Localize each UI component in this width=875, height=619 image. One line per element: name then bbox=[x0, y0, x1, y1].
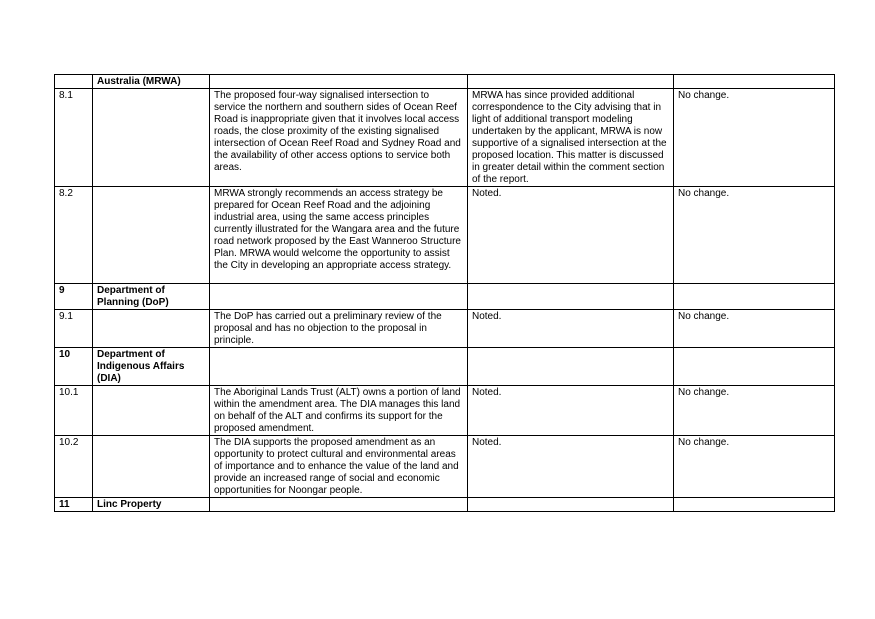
submitter-cell: Department of Planning (DoP) bbox=[93, 284, 210, 310]
recommendation-cell bbox=[674, 75, 835, 89]
response-cell: Noted. bbox=[468, 187, 674, 284]
response-cell bbox=[468, 284, 674, 310]
table-row bbox=[55, 348, 835, 386]
response-cell: MRWA has since provided additional correspondence to the City advising that in light of additional transport modeling undertaken by the applicant, MRWA is now supportive of a signalised intersection at the proposed location. This matter is discussed in greater detail within the comment section of the report. bbox=[468, 89, 674, 187]
item-number-cell: 10 bbox=[55, 348, 93, 386]
item-number-cell: 9.1 bbox=[55, 310, 93, 348]
table-row bbox=[55, 75, 835, 89]
summary-cell: MRWA strongly recommends an access strategy be prepared for Ocean Reef Road and the adjoining industrial area, using the same access principles currently illustrated for the Wangara area and the future road network proposed by the East Wanneroo Structure Plan. MRWA would welcome the opportunity to assist the City in developing an appropriate access strategy. bbox=[210, 187, 468, 284]
item-number-cell: 11 bbox=[55, 498, 93, 512]
submitter-cell bbox=[93, 386, 210, 436]
submitter-cell bbox=[93, 436, 210, 498]
response-cell: Noted. bbox=[468, 436, 674, 498]
response-cell bbox=[468, 498, 674, 512]
item-number-cell: 9 bbox=[55, 284, 93, 310]
recommendation-cell bbox=[674, 348, 835, 386]
response-cell: Noted. bbox=[468, 310, 674, 348]
submitter-cell bbox=[93, 310, 210, 348]
summary-cell: The Aboriginal Lands Trust (ALT) owns a portion of land within the amendment area. The DIA manages this land on behalf of the ALT and confirms its support for the proposed amendment. bbox=[210, 386, 468, 436]
table-row bbox=[55, 310, 835, 348]
item-number-cell: 8.2 bbox=[55, 187, 93, 284]
item-number-cell: 10.2 bbox=[55, 436, 93, 498]
table-row bbox=[55, 498, 835, 512]
recommendation-cell: No change. bbox=[674, 436, 835, 498]
recommendation-cell bbox=[674, 498, 835, 512]
item-number-cell bbox=[55, 75, 93, 89]
response-cell bbox=[468, 348, 674, 386]
summary-cell bbox=[210, 75, 468, 89]
recommendation-cell: No change. bbox=[674, 386, 835, 436]
summary-cell bbox=[210, 348, 468, 386]
submitter-cell bbox=[93, 187, 210, 284]
recommendation-cell: No change. bbox=[674, 310, 835, 348]
submitter-cell: Linc Property bbox=[93, 498, 210, 512]
recommendation-cell bbox=[674, 284, 835, 310]
summary-cell bbox=[210, 498, 468, 512]
table-row bbox=[55, 386, 835, 436]
item-number-cell: 10.1 bbox=[55, 386, 93, 436]
summary-cell: The DoP has carried out a preliminary review of the proposal and has no objection to the proposal in principle. bbox=[210, 310, 468, 348]
table-row bbox=[55, 187, 835, 284]
submissions-table bbox=[54, 74, 835, 512]
submitter-cell: Australia (MRWA) bbox=[93, 75, 210, 89]
submitter-cell bbox=[93, 89, 210, 187]
table-row bbox=[55, 89, 835, 187]
summary-cell bbox=[210, 284, 468, 310]
response-cell bbox=[468, 75, 674, 89]
recommendation-cell: No change. bbox=[674, 187, 835, 284]
table-row bbox=[55, 284, 835, 310]
submitter-cell: Department of Indigenous Affairs (DIA) bbox=[93, 348, 210, 386]
response-cell: Noted. bbox=[468, 386, 674, 436]
summary-cell: The proposed four-way signalised intersection to service the northern and southern sides of Ocean Reef Road is inappropriate given that it involves local access roads, the close proximity of the existing signalised intersection of Ocean Reef Road and Sydney Road and the availability of other access options to service both areas. bbox=[210, 89, 468, 187]
table-row bbox=[55, 436, 835, 498]
recommendation-cell: No change. bbox=[674, 89, 835, 187]
item-number-cell: 8.1 bbox=[55, 89, 93, 187]
summary-cell: The DIA supports the proposed amendment as an opportunity to protect cultural and environmental areas of importance and to enhance the value of the land and provide an increased range of social and economic opportunities for Noongar people. bbox=[210, 436, 468, 498]
